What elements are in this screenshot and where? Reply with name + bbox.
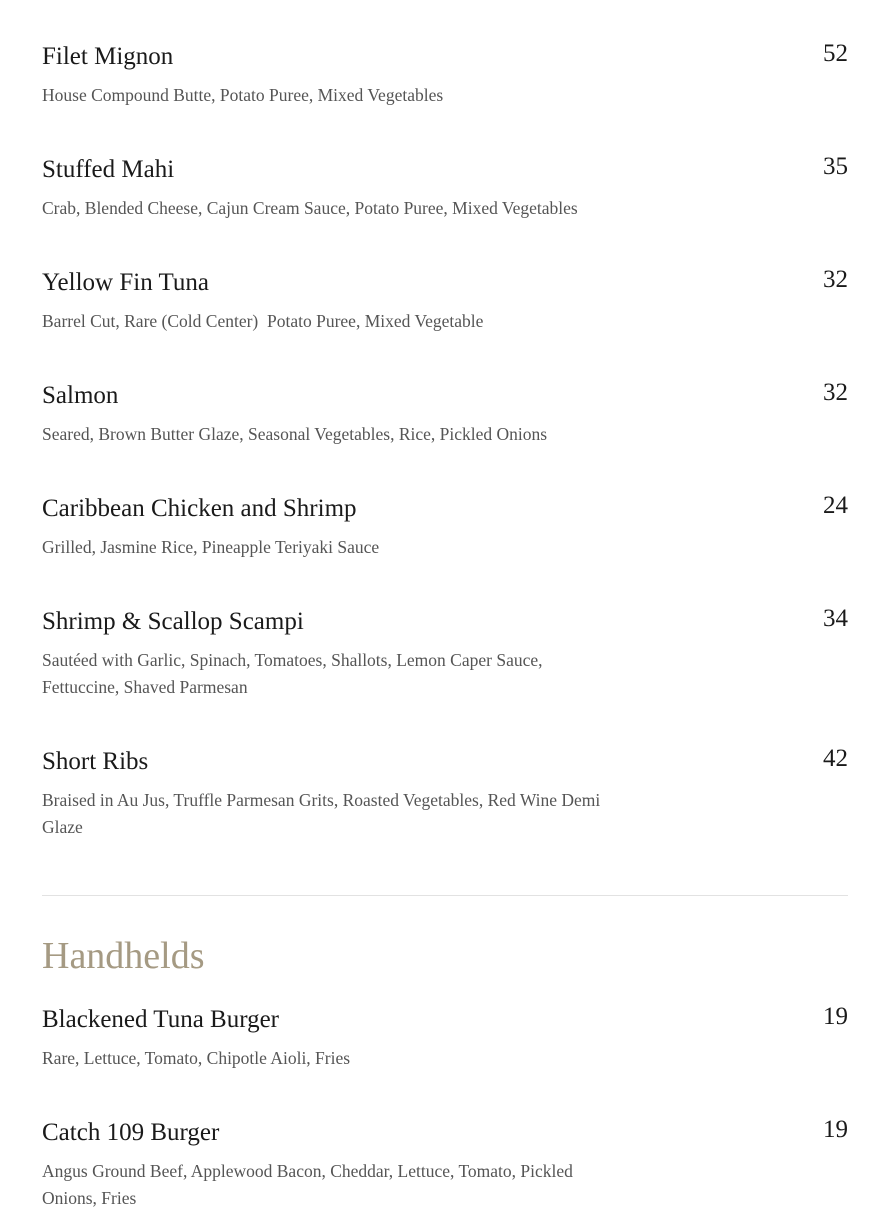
item-name: Salmon xyxy=(42,382,119,409)
section-title-handhelds: Handhelds xyxy=(42,935,205,977)
item-name: Yellow Fin Tuna xyxy=(42,269,209,296)
item-name: Blackened Tuna Burger xyxy=(42,1006,280,1033)
item-description: Sautéed with Garlic, Spinach, Tomatoes, Shallots, Lemon Caper Sauce, Fettuccine, Shaved Parmesan xyxy=(42,650,543,697)
item-name: Shrimp & Scallop Scampi xyxy=(42,608,304,635)
section-divider xyxy=(42,895,848,896)
item-description: Seared, Brown Butter Glaze, Seasonal Vegetables, Rice, Pickled Onions xyxy=(42,424,548,444)
item-price: 19 xyxy=(823,1116,848,1143)
item-description: House Compound Butte, Potato Puree, Mixed Vegetables xyxy=(42,85,444,105)
item-name: Short Ribs xyxy=(42,748,149,775)
item-price: 24 xyxy=(823,492,848,519)
item-name: Catch 109 Burger xyxy=(42,1119,220,1146)
item-description: Crab, Blended Cheese, Cajun Cream Sauce, Potato Puree, Mixed Vegetables xyxy=(42,198,578,218)
item-price: 32 xyxy=(823,266,848,293)
item-price: 32 xyxy=(823,379,848,406)
item-description: Braised in Au Jus, Truffle Parmesan Grits, Roasted Vegetables, Red Wine Demi Glaze xyxy=(42,790,610,837)
item-price: 34 xyxy=(823,605,848,632)
item-price: 52 xyxy=(823,40,848,67)
item-description: Rare, Lettuce, Tomato, Chipotle Aioli, Fries xyxy=(42,1048,351,1068)
item-description: Barrel Cut, Rare (Cold Center) Potato Puree, Mixed Vegetable xyxy=(42,311,484,331)
item-name: Caribbean Chicken and Shrimp xyxy=(42,495,357,522)
item-description: Grilled, Jasmine Rice, Pineapple Teriyaki Sauce xyxy=(42,537,380,557)
item-name: Filet Mignon xyxy=(42,43,174,70)
item-price: 35 xyxy=(823,153,848,180)
item-name: Stuffed Mahi xyxy=(42,156,175,183)
item-description: Angus Ground Beef, Applewood Bacon, Cheddar, Lettuce, Tomato, Pickled Onions, Fries xyxy=(42,1161,573,1208)
item-price: 42 xyxy=(823,745,848,772)
item-price: 19 xyxy=(823,1003,848,1030)
